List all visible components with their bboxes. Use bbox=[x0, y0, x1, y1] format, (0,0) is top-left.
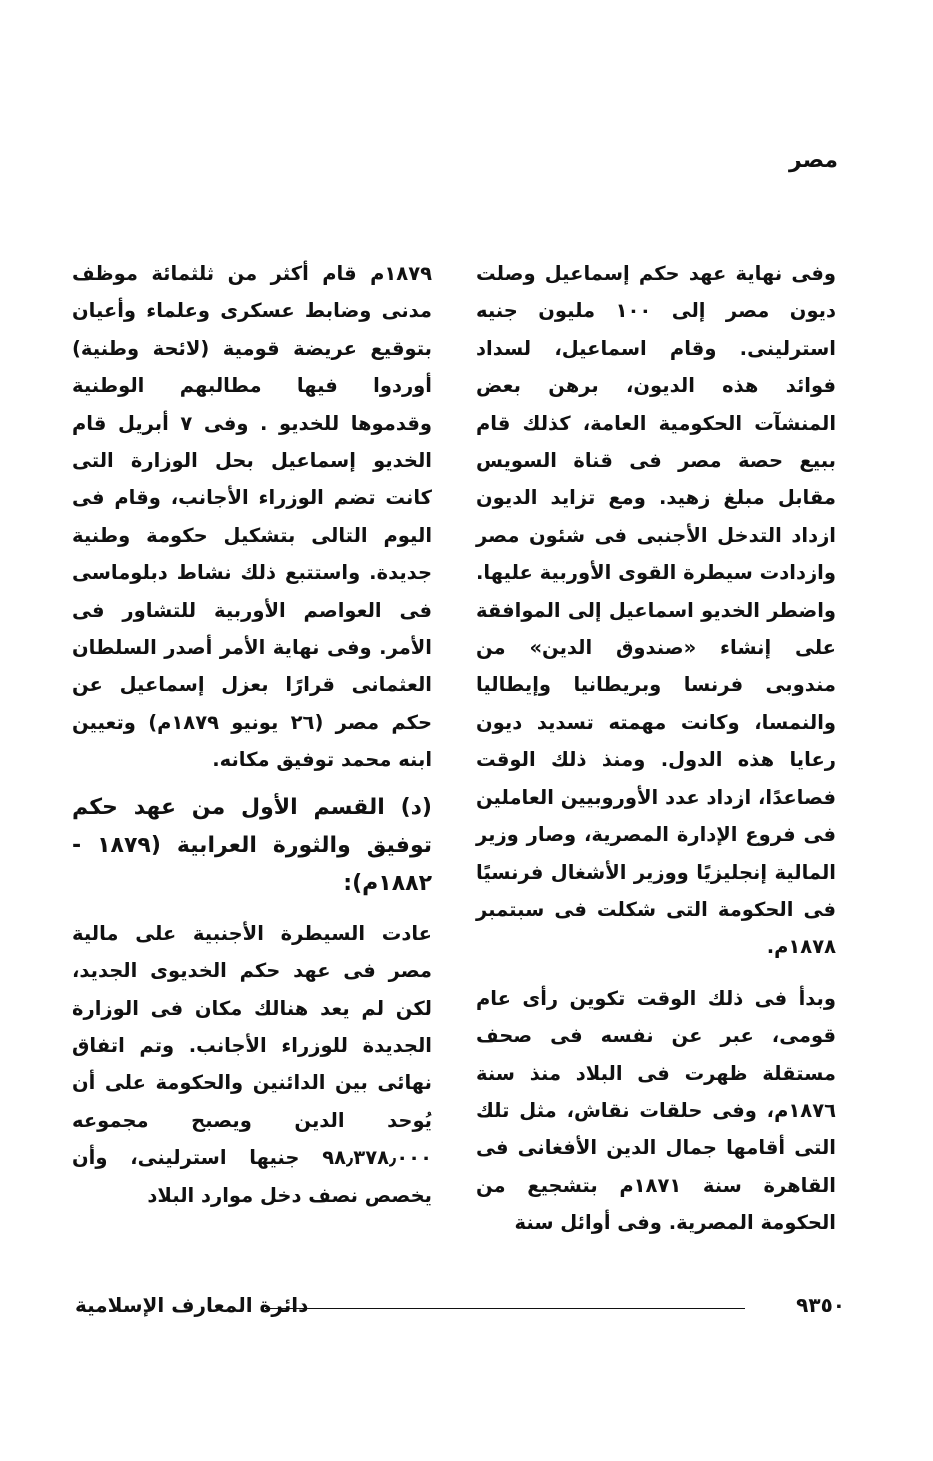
left-column bbox=[72, 255, 432, 1214]
body-paragraph: عادت السيطرة الأجنبية على مالية مصر فى عهد حكم الخديوى الجديد، لكن لم يعد هنالك مكان فى الوزارة الجديدة للوزراء الأجانب. وتم اتفاق نهائى بين الدائنين والحكومة على أن يُوحد الدين ويصبح مجموعه ٩٨٫٣٧٨٫٠٠٠ جنيها استرلينى، وأن يخصص نصف دخل موارد البلاد bbox=[72, 921, 432, 1207]
page-footer bbox=[75, 1293, 845, 1323]
publication-title: دائرة المعارف الإسلامية bbox=[75, 1293, 309, 1317]
running-title: مصر bbox=[789, 148, 838, 173]
body-paragraph: ١٨٧٩م قام أكثر من ثلثمائة موظف مدنى وضابط عسكرى وعلماء وأعيان بتوقيع عريضة قومية (لائحة وطنية) أوردوا فيها مطالبهم الوطنية وقدموها للخديو . وفى ٧ أبريل قام الخديو إسماعيل بحل الوزارة التى كانت تضم الوزراء الأجانب، وقام فى اليوم التالى بتشكيل حكومة وطنية جديدة. واستتبع ذلك نشاط دبلوماسى فى العواصم الأوربية للتشاور فى الأمر. وفى نهاية الأمر أصدر السلطان العثمانى قرارًا بعزل إسماعيل عن حكم مصر (٢٦ يونيو ١٨٧٩م) وتعيين ابنه محمد توفيق مكانه. bbox=[72, 262, 432, 772]
section-heading: (د) القسم الأول من عهد حكم توفيق والثورة العرابية (١٨٧٩ - ١٨٨٢م): bbox=[72, 794, 432, 896]
page-number: ٩٣٥٠ bbox=[796, 1293, 845, 1317]
body-paragraph: وفى نهاية عهد حكم إسماعيل وصلت ديون مصر إلى ١٠٠ مليون جنيه استرلينى. وقام اسماعيل، لسداد فوائد هذه الديون، برهن بعض المنشآت الحكومية العامة، كذلك قام ببيع حصة مصر فى قناة السويس مقابل مبلغ زهيد. ومع تزايد الديون ازداد التدخل الأجنبى فى شئون مصر وازدادت سيطرة القوى الأوربية عليها. واضطر الخديو اسماعيل إلى الموافقة على إنشاء «صندوق الدين» من مندوبى فرنسا وبريطانيا وإيطاليا والنمسا، وكانت مهمته تسديد ديون رعايا هذه الدول. ومنذ ذلك الوقت فصاعدًا، ازداد عدد الأوروبيين العاملين فى فروع الإدارة المصرية، وصار وزير المالية إنجليزيًا ووزير الأشغال فرنسيًا فى الحكومة التى شكلت فى سبتمبر ١٨٧٨م. bbox=[476, 262, 837, 959]
footer-rule bbox=[265, 1308, 745, 1309]
body-paragraph: وبدأ فى ذلك الوقت تكوين رأى عام قومى، عبر عن نفسه فى صحف مستقلة ظهرت فى البلاد منذ سنة ١٨٧٦م، وفى حلقات نقاش، مثل تلك التى أقامها جمال الدين الأفغانى فى القاهرة سنة ١٨٧١م بتشجيع من الحكومة المصرية. وفى أوائل سنة bbox=[476, 986, 836, 1235]
right-column bbox=[476, 255, 836, 1242]
